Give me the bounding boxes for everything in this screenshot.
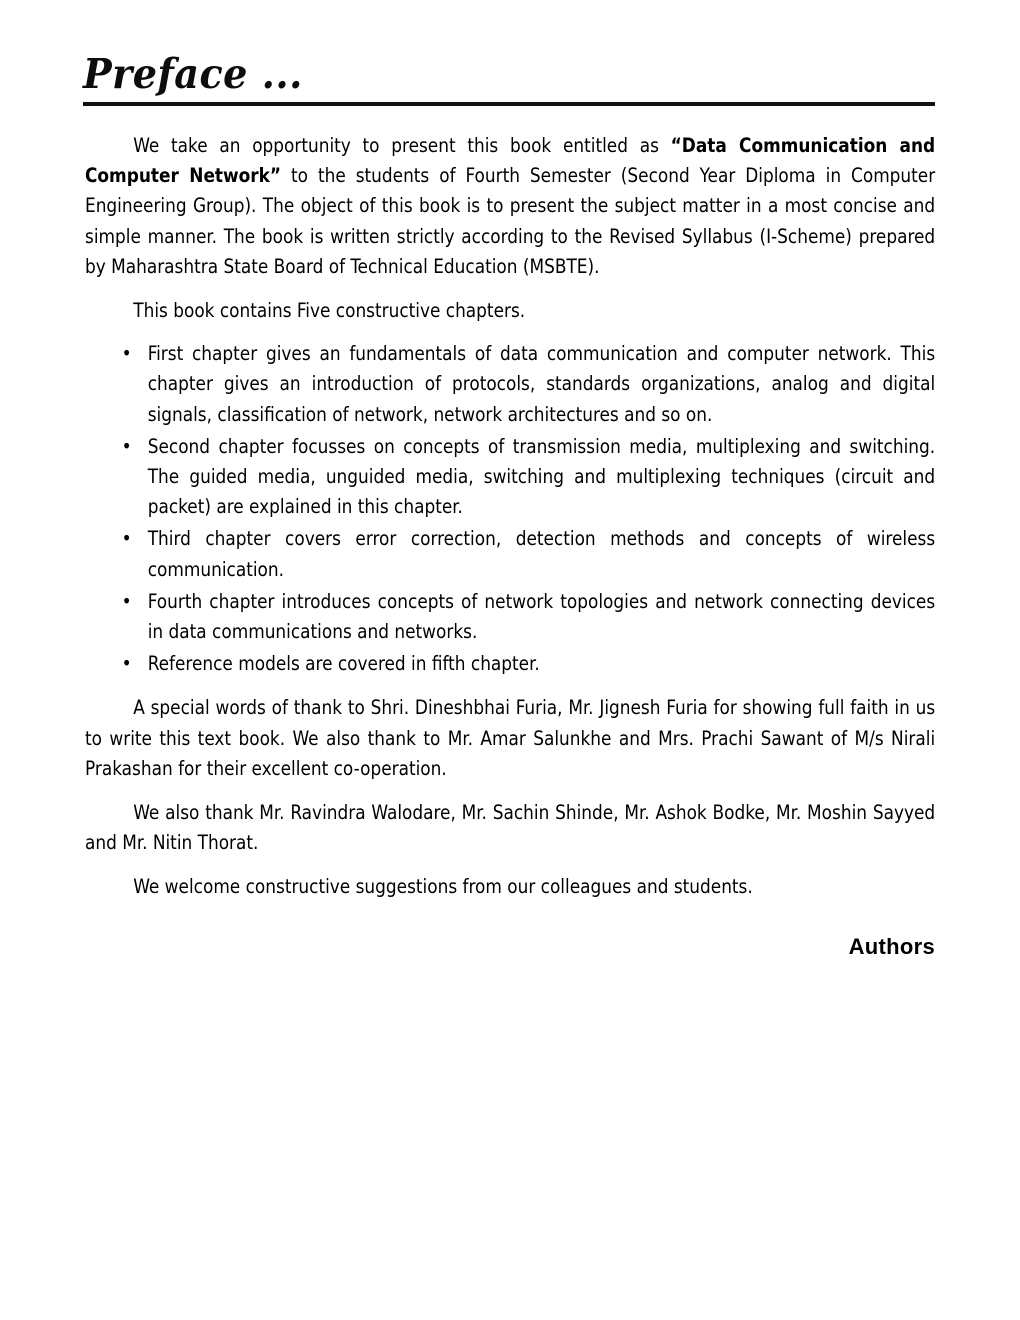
paragraph-closing: We welcome constructive suggestions from our colleagues and students. <box>133 875 753 899</box>
book-title-emphasis: “Data Communication and Computer Network” <box>85 134 936 188</box>
list-item-text: Third chapter covers error correction, detection methods and concepts of wireless communication. <box>147 527 936 581</box>
title-block <box>83 50 935 106</box>
list-item <box>85 339 935 430</box>
bullet-icon: • <box>121 652 132 676</box>
bullet-icon: • <box>121 527 132 551</box>
title-divider <box>83 102 935 106</box>
list-item <box>85 649 935 679</box>
intro-text-lead: We take an opportunity to present this book entitled as <box>133 134 671 157</box>
paragraph-intro <box>85 131 935 282</box>
chapter-summary-list <box>85 339 935 679</box>
list-item-text: Fourth chapter introduces concepts of network topologies and network connecting devices in data communications and networks. <box>147 589 936 644</box>
bullet-icon: • <box>121 434 132 458</box>
page-title: Preface ... <box>83 50 303 98</box>
preface-body <box>85 131 935 903</box>
bullet-icon: • <box>121 589 132 613</box>
bullet-icon: • <box>121 342 132 366</box>
authors-signature: Authors <box>848 934 935 959</box>
list-item-text: Reference models are covered in fifth chapter. <box>147 652 540 676</box>
intro-text-rest: to the students of Fourth Semester (Second Year Diploma in Computer Engineering Group). The object of this book is to present the subject matter in a most concise and simple manner. The book is written strictly according to the Revised Syllabus (I-Scheme) prepared by Maharashtra State Board of Technical Education (MSBTE). <box>85 164 936 278</box>
paragraph-thanks-furia: A special words of thank to Shri. Dineshbhai Furia, Mr. Jignesh Furia for showing full faith in us to write this text book. We also thank to Mr. Amar Salunkhe and Mrs. Prachi Sawant of M/s Nirali Prakashan for their excellent co-operation. <box>85 696 936 780</box>
list-item <box>85 432 935 523</box>
list-item-text: Second chapter focusses on concepts of transmission media, multiplexing and switching. The guided media, unguided media, switching and multiplexing techniques (circuit and packet) are explained in this chapter. <box>147 434 936 519</box>
list-item <box>85 524 935 584</box>
paragraph-thanks-others: We also thank Mr. Ravindra Walodare, Mr. Sachin Shinde, Mr. Ashok Bodke, Mr. Moshin Sayyed and Mr. Nitin Thorat. <box>85 801 936 855</box>
paragraph-chapter-count: This book contains Five constructive chapters. <box>133 299 526 323</box>
list-item-text: First chapter gives an fundamentals of data communication and computer network. This chapter gives an introduction of protocols, standards organizations, analog and digital signals, classification of network, network architectures and so on. <box>147 342 936 426</box>
list-item <box>85 587 935 647</box>
